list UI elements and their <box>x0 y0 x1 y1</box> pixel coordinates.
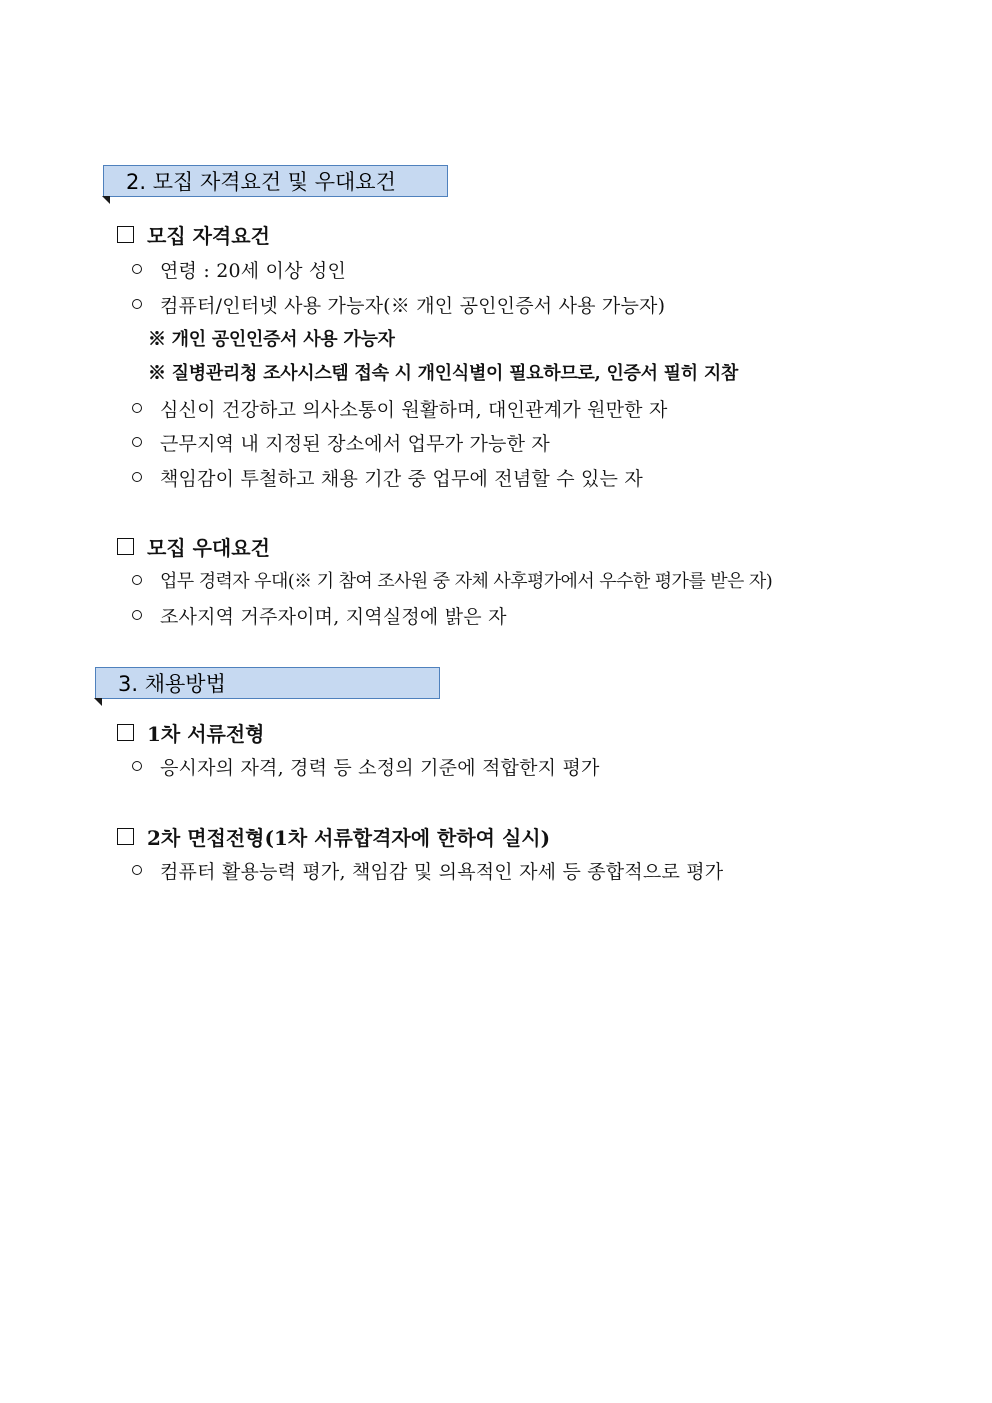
preferences-heading <box>117 532 270 560</box>
preferences-heading-text: 모집 우대요건 <box>147 535 270 560</box>
list-item-text: 책임감이 투철하고 채용 기간 중 업무에 전념할 수 있는 자 <box>160 467 643 490</box>
circle-bullet-icon <box>132 865 142 875</box>
circle-bullet-icon <box>132 761 142 771</box>
list-item-text: 조사지역 거주자이며, 지역실정에 밝은 자 <box>160 605 507 628</box>
section-3-header <box>95 667 440 699</box>
step1-heading-text: 1차 서류전형 <box>147 721 265 746</box>
qualification-note-kdca <box>148 358 738 386</box>
circle-bullet-icon <box>132 472 142 482</box>
section-2-title: 2. 모집 자격요건 및 우대요건 <box>126 170 396 194</box>
list-item-text: 컴퓨터 활용능력 평가, 책임감 및 의욕적인 자세 등 종합적으로 평가 <box>160 860 724 883</box>
list-item-text: 근무지역 내 지정된 장소에서 업무가 가능한 자 <box>160 432 550 455</box>
step2-heading-text: 2차 면접전형(1차 서류합격자에 한하여 실시) <box>147 825 551 850</box>
qualification-item-computer <box>132 290 665 318</box>
step1-item <box>132 752 600 780</box>
step2-item <box>132 856 723 884</box>
circle-bullet-icon <box>132 610 142 620</box>
checkbox-square-icon <box>117 828 134 845</box>
header-corner-mark <box>94 698 102 706</box>
qualification-item-responsibility <box>132 463 643 491</box>
qualification-item-age <box>132 255 346 283</box>
list-item-text: 응시자의 자격, 경력 등 소정의 기준에 적합한지 평가 <box>160 756 600 779</box>
qualification-note-certificate <box>148 324 395 352</box>
note-text: ※ 질병관리청 조사시스템 접속 시 개인식별이 필요하므로, 인증서 필히 지참 <box>148 363 739 384</box>
qualification-item-health <box>132 394 668 422</box>
list-item-text: 업무 경력자 우대(※ 기 참여 조사원 중 자체 사후평가에서 우수한 평가를 받은 자) <box>160 571 773 592</box>
qualifications-heading <box>117 220 270 248</box>
list-item-text: 컴퓨터/인터넷 사용 가능자(※ 개인 공인인증서 사용 가능자) <box>160 294 666 317</box>
section-2-header <box>103 165 448 197</box>
qualifications-heading-text: 모집 자격요건 <box>147 223 270 248</box>
checkbox-square-icon <box>117 538 134 555</box>
header-corner-mark <box>102 196 110 204</box>
step2-heading <box>117 822 550 850</box>
step1-heading <box>117 718 264 746</box>
circle-bullet-icon <box>132 403 142 413</box>
checkbox-square-icon <box>117 226 134 243</box>
circle-bullet-icon <box>132 575 142 585</box>
section-3-title: 3. 채용방법 <box>118 672 226 696</box>
circle-bullet-icon <box>132 299 142 309</box>
list-item-text: 연령 : 20세 이상 성인 <box>160 259 347 282</box>
checkbox-square-icon <box>117 724 134 741</box>
preference-item-resident <box>132 601 507 629</box>
list-item-text: 심신이 건강하고 의사소통이 원활하며, 대인관계가 원만한 자 <box>160 398 668 421</box>
circle-bullet-icon <box>132 437 142 447</box>
note-text: ※ 개인 공인인증서 사용 가능자 <box>148 329 395 350</box>
qualification-item-location <box>132 428 550 456</box>
preference-item-experience <box>132 566 772 594</box>
circle-bullet-icon <box>132 264 142 274</box>
